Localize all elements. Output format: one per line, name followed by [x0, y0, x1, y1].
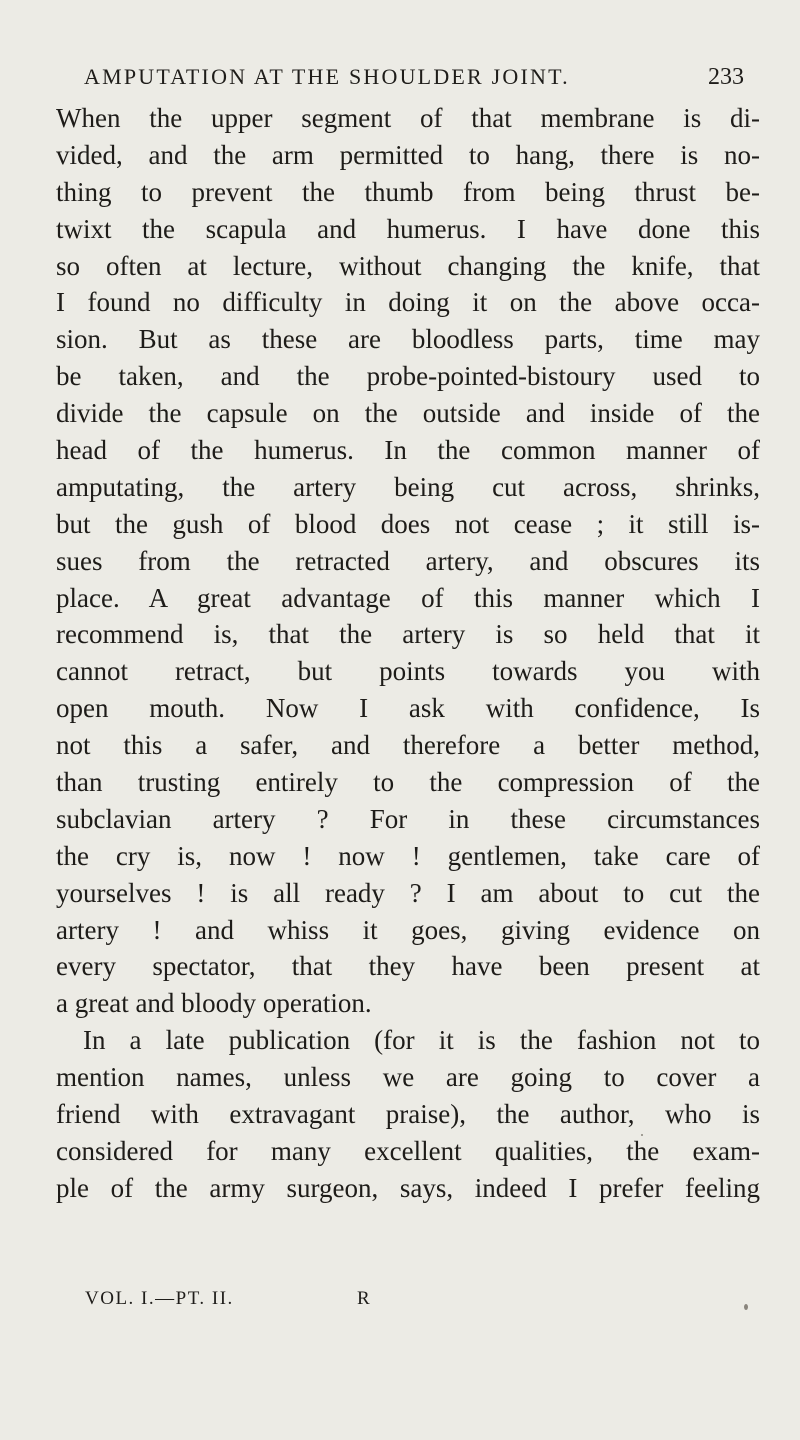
text-line: subclavian artery ? For in these circumstances: [56, 803, 760, 834]
text-line: a great and bloody operation.: [56, 988, 372, 1019]
text-line: sues from the retracted artery, and obscures its: [56, 545, 760, 576]
text-line: open mouth. Now I ask with confidence, Is: [56, 693, 760, 724]
text-line: the cry is, now ! now ! gentlemen, take care of: [56, 840, 760, 871]
body-text: [56, 100, 760, 1207]
running-head-title: AMPUTATION AT THE SHOULDER JOINT.: [84, 64, 570, 89]
paper-speck: [744, 1304, 748, 1310]
text-line: In a late publication (for it is the fashion not to: [83, 1025, 760, 1056]
text-line: place. A great advantage of this manner which I: [56, 582, 760, 613]
text-line: not this a safer, and therefore a better method,: [56, 730, 760, 761]
text-line: yourselves ! is all ready ? I am about to cut the: [56, 877, 760, 908]
text-line: vided, and the arm permitted to hang, there is no-: [56, 139, 760, 170]
signature-mark: R: [357, 1288, 372, 1309]
text-line: sion. But as these are bloodless parts, time may: [56, 324, 760, 355]
text-line: be taken, and the probe-pointed-bistoury used to: [56, 361, 760, 392]
text-line: considered for many excellent qualities, the exam-: [56, 1135, 760, 1166]
text-line: divide the capsule on the outside and inside of the: [56, 398, 760, 429]
text-line: I found no difficulty in doing it on the above occa-: [56, 287, 760, 318]
text-line: mention names, unless we are going to cover a: [56, 1062, 760, 1093]
text-line: artery ! and whiss it goes, giving evidence on: [56, 914, 760, 945]
text-line: than trusting entirely to the compression of the: [56, 767, 760, 798]
text-line: every spectator, that they have been present at: [56, 951, 760, 982]
text-line: friend with extravagant praise), the author, who is: [56, 1099, 760, 1130]
signature-line: [85, 1288, 505, 1310]
text-line: but the gush of blood does not cease ; it still is-: [56, 508, 760, 539]
text-line: When the upper segment of that membrane is di-: [56, 103, 760, 133]
text-line: thing to prevent the thumb from being thrust be-: [56, 176, 760, 207]
text-line: so often at lecture, without changing the knife, that: [56, 250, 760, 281]
paper-speck: [641, 1134, 643, 1136]
volume-info: VOL. I.—PT. II.: [85, 1288, 234, 1309]
text-line: head of the humerus. In the common manner of: [56, 435, 760, 466]
text-line: cannot retract, but points towards you with: [56, 656, 760, 687]
text-line: recommend is, that the artery is so held that it: [56, 619, 760, 650]
page-number: 233: [708, 64, 744, 90]
text-line: amputating, the artery being cut across, shrinks,: [56, 471, 760, 502]
text-line: ple of the army surgeon, says, indeed I prefer feeling: [56, 1172, 760, 1203]
running-head: [84, 64, 744, 90]
text-line: twixt the scapula and humerus. I have done this: [56, 213, 760, 244]
